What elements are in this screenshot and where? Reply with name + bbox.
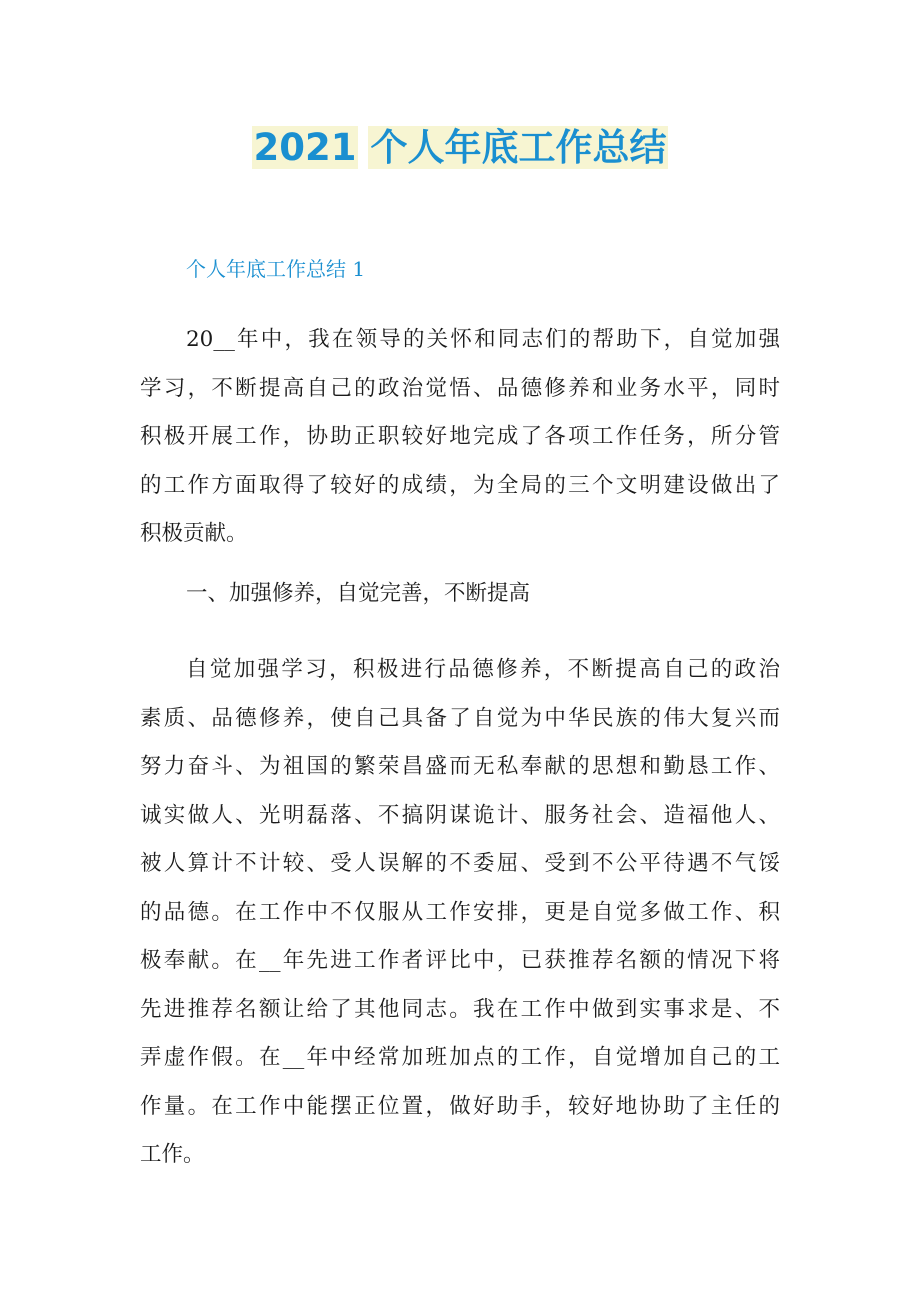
paragraph-line: 素质、品德修养，使自己具备了自觉为中华民族的伟大复兴而 xyxy=(140,705,780,731)
document-title xyxy=(0,122,920,174)
paragraph-1 xyxy=(140,316,780,559)
paragraph-line: 自觉加强学习，积极进行品德修养，不断提高自己的政治 xyxy=(186,657,780,682)
paragraph-line: 被人算计不计较、受人误解的不委屈、受到不公平待遇不气馁 xyxy=(140,851,780,876)
section-heading: 一、加强修养，自觉完善，不断提高 xyxy=(186,581,531,606)
paragraph-line: 20__年中，我在领导的关怀和同志们的帮助下，自觉加强 xyxy=(186,327,780,352)
paragraph-line: 努力奋斗、为祖国的繁荣昌盛而无私奉献的思想和勤恳工作、 xyxy=(140,754,780,779)
paragraph-line: 诚实做人、光明磊落、不搞阴谋诡计、服务社会、造福他人、 xyxy=(140,802,780,828)
paragraph-line: 工作。 xyxy=(140,1142,205,1167)
title-year: 2021 xyxy=(253,126,357,169)
paragraph-line: 学习，不断提高自己的政治觉悟、品德修养和业务水平，同时 xyxy=(140,375,780,401)
title-text: 个人年底工作总结 xyxy=(370,126,667,169)
paragraph-line: 的工作方面取得了较好的成绩，为全局的三个文明建设做出了 xyxy=(140,472,780,498)
paragraph-line: 积极开展工作，协助正职较好地完成了各项工作任务，所分管 xyxy=(140,424,780,449)
paragraph-line: 作量。在工作中能摆正位置，做好助手，较好地协助了主任的 xyxy=(140,1093,780,1119)
paragraph-line: 的品德。在工作中不仅服从工作安排，更是自觉多做工作、积 xyxy=(140,899,780,925)
section-subtitle: 个人年底工作总结 1 xyxy=(186,257,366,281)
paragraph-line: 极奉献。在__年先进工作者评比中，已获推荐名额的情况下将 xyxy=(140,948,780,973)
paragraph-2 xyxy=(140,646,780,1180)
paragraph-line: 弄虚作假。在__年中经常加班加点的工作，自觉增加自己的工 xyxy=(140,1045,780,1070)
paragraph-line: 先进推荐名额让给了其他同志。我在工作中做到实事求是、不 xyxy=(140,996,780,1022)
paragraph-line: 积极贡献。 xyxy=(140,521,248,546)
